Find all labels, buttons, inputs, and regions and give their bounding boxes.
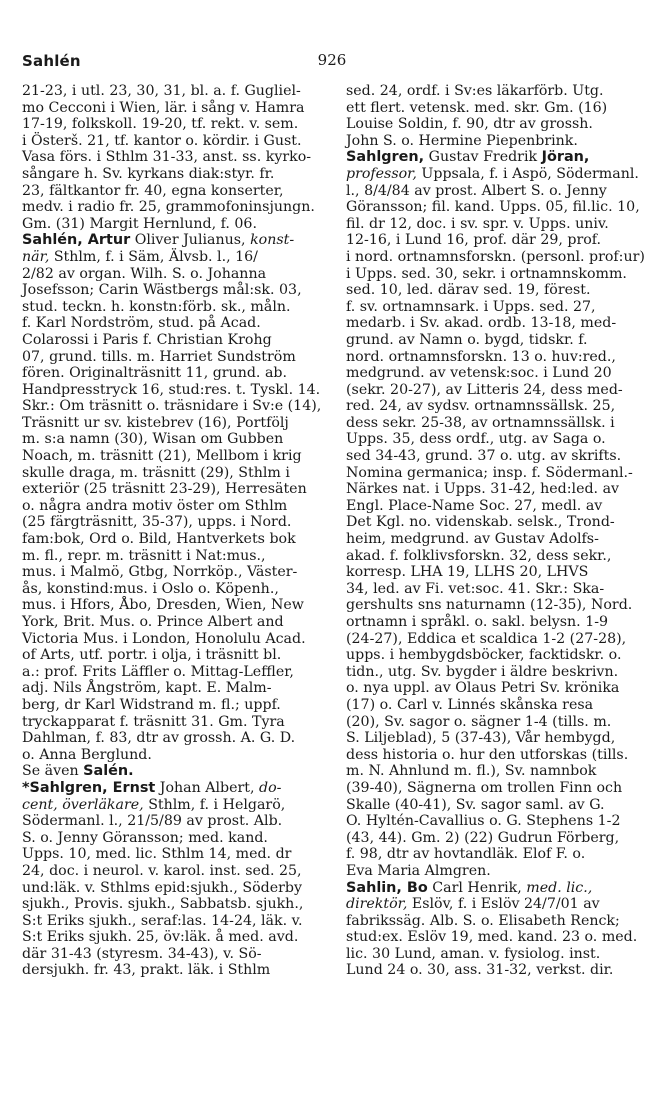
page-number: 926 bbox=[317, 51, 347, 69]
text-line bbox=[22, 664, 340, 681]
text-run: f. sv. ortnamnsark. i Upps. sed. 27, bbox=[346, 298, 596, 315]
text-line bbox=[346, 647, 646, 664]
text-run: (17) o. Carl v. Linnés skånska resa bbox=[346, 696, 594, 713]
text-run: i Österš. 21, tf. kantor o. kördir. i Gust. bbox=[22, 132, 302, 149]
text-line bbox=[346, 763, 646, 780]
text-line bbox=[346, 780, 646, 797]
entry-headword: Sahlgren, bbox=[346, 149, 425, 166]
text-line bbox=[346, 631, 646, 648]
text-run: Lund 24 o. 30, ass. 31-32, verkst. dir. bbox=[346, 962, 614, 979]
text-run: (39-40), Sägnerna om trollen Finn och bbox=[346, 779, 623, 796]
text-run: Gustav Fredrik bbox=[424, 149, 542, 166]
text-run: Sthlm, f. i Helgarö, bbox=[143, 796, 286, 813]
text-run: där 31-43 (styresm. 34-43), v. Sö- bbox=[22, 945, 262, 962]
text-run: S. Liljeblad), 5 (37-43), Vår hembygd, bbox=[346, 730, 616, 747]
text-line bbox=[22, 730, 340, 747]
text-run: S:t Eriks sjukh. 25, öv:läk. å med. avd. bbox=[22, 929, 299, 946]
text-run: Louise Soldin, f. 90, dtr av grossh. bbox=[346, 116, 593, 133]
text-run: medarb. i Sv. akad. ordb. 13-18, med- bbox=[346, 315, 617, 332]
italic-text: med. lic., bbox=[526, 879, 593, 896]
text-run: stud:ex. Eslöv 19, med. kand. 23 o. med. bbox=[346, 929, 638, 946]
text-line bbox=[346, 183, 646, 200]
text-line bbox=[346, 365, 646, 382]
text-line bbox=[346, 232, 646, 249]
text-line bbox=[22, 183, 340, 200]
text-line bbox=[22, 498, 340, 515]
italic-text: cent, överläkare, bbox=[22, 796, 144, 813]
text-run: skulle draga, m. träsnitt (29), Sthlm i bbox=[22, 464, 290, 481]
text-run: Dahlman, f. 83, dtr av grossh. A. G. D. bbox=[22, 730, 296, 747]
text-line bbox=[346, 664, 646, 681]
entry-headword: Sahlin, Bo bbox=[346, 879, 428, 896]
text-line bbox=[22, 299, 340, 316]
text-run: m. s:a namn (30), Wisan om Gubben bbox=[22, 431, 284, 448]
text-line bbox=[346, 880, 646, 897]
text-line bbox=[346, 913, 646, 930]
text-line bbox=[346, 149, 646, 166]
text-run: Johan Albert, bbox=[155, 779, 260, 796]
text-run: und:läk. v. Sthlms epid:sjukh., Söderby bbox=[22, 879, 303, 896]
text-run: l., 8/4/84 av prost. Albert S. o. Jenny bbox=[346, 182, 607, 199]
text-run: 07, grund. tills. m. Harriet Sundström bbox=[22, 348, 296, 365]
text-run: ås, konstind:mus. i Oslo o. Köpenh., bbox=[22, 580, 279, 597]
text-run: nord. ortnamnsforskn. 13 o. huv:red., bbox=[346, 348, 616, 365]
text-line bbox=[346, 100, 646, 117]
text-run: f. Karl Nordström, stud. på Acad. bbox=[22, 315, 261, 332]
text-line bbox=[22, 797, 340, 814]
text-line bbox=[22, 813, 340, 830]
text-line bbox=[22, 315, 340, 332]
text-line bbox=[346, 564, 646, 581]
text-run: Sthlm, f. i Säm, Älvsb. l., 16/ bbox=[49, 248, 258, 265]
text-line bbox=[346, 531, 646, 548]
text-line bbox=[346, 415, 646, 432]
text-run: Södermanl. l., 21/5/89 av prost. Alb. bbox=[22, 813, 283, 830]
text-run: Colarossi i Paris f. Christian Krohg bbox=[22, 331, 272, 348]
text-run: tidn., utg. Sv. bygder i äldre beskrivn. bbox=[346, 663, 619, 680]
text-line bbox=[22, 880, 340, 897]
italic-text: konst- bbox=[250, 232, 295, 249]
text-run: Handpresstryck 16, stud:res. t. Tyskl. 14. bbox=[22, 381, 321, 398]
text-line bbox=[346, 249, 646, 266]
text-line bbox=[22, 946, 340, 963]
text-line bbox=[22, 100, 340, 117]
text-line bbox=[346, 199, 646, 216]
left-column bbox=[22, 83, 340, 979]
text-run: sed 34-43, grund. 37 o. utg. av skrifts. bbox=[346, 448, 622, 465]
text-line bbox=[346, 896, 646, 913]
text-run: mo Cecconi i Wien, lär. i sång v. Hamra bbox=[22, 99, 305, 116]
text-line bbox=[346, 946, 646, 963]
text-run: i Upps. sed. 30, sekr. i ortnamnskomm. bbox=[346, 265, 627, 282]
text-line bbox=[346, 747, 646, 764]
text-run: sed. 24, ordf. i Sv:es läkarförb. Utg. bbox=[346, 83, 604, 99]
text-line bbox=[22, 581, 340, 598]
text-line bbox=[346, 266, 646, 283]
text-run: Träsnitt ur sv. kistebrev (16), Portfölj bbox=[22, 414, 289, 431]
text-run: 12-16, i Lund 16, prof. där 29, prof. bbox=[346, 232, 602, 249]
text-line bbox=[346, 830, 646, 847]
text-run: Josefsson; Carin Wästbergs mål:sk. 03, bbox=[22, 282, 302, 299]
text-line bbox=[22, 349, 340, 366]
text-run: upps. i hembygdsböcker, facktidskr. o. bbox=[346, 647, 622, 664]
text-line bbox=[346, 216, 646, 233]
text-line bbox=[346, 133, 646, 150]
entry-headword: *Sahlgren, Ernst bbox=[22, 779, 156, 796]
text-run: sjukh., Provis. sjukh., Sabbatsb. sjukh., bbox=[22, 896, 304, 913]
text-line bbox=[346, 349, 646, 366]
text-line bbox=[22, 282, 340, 299]
text-run: medv. i radio fr. 25, grammofoninsjungn. bbox=[22, 199, 315, 216]
text-line bbox=[22, 929, 340, 946]
text-run: Oliver Julianus, bbox=[130, 232, 251, 249]
text-run: gershults sns naturnamn (12-35), Nord. bbox=[346, 597, 633, 614]
text-line bbox=[346, 614, 646, 631]
text-line bbox=[22, 465, 340, 482]
text-run: dersjukh. fr. 43, prakt. läk. i Sthlm bbox=[22, 962, 271, 979]
text-line bbox=[346, 680, 646, 697]
text-run: sångare h. Sv. kyrkans diak:styr. fr. bbox=[22, 165, 275, 182]
text-line bbox=[346, 166, 646, 183]
text-line bbox=[22, 896, 340, 913]
text-run: 23, fältkantor fr. 40, egna konserter, bbox=[22, 182, 284, 199]
text-run: S. o. Jenny Göransson; med. kand. bbox=[22, 829, 268, 846]
text-run: medgrund. av vetensk:soc. i Lund 20 bbox=[346, 365, 612, 382]
text-run: dess historia o. hur den utforskas (tills. bbox=[346, 746, 629, 763]
text-run: exteriör (25 träsnitt 23-29), Herresäten bbox=[22, 481, 307, 498]
text-run: S:t Eriks sjukh., seraf:las. 14-24, läk. v. bbox=[22, 912, 303, 929]
text-run: fam:bok, Ord o. Bild, Hantverkets bok bbox=[22, 531, 296, 548]
text-run: sed. 10, led. därav sed. 19, förest. bbox=[346, 282, 591, 299]
text-run: grund. av Namn o. bygd, tidskr. f. bbox=[346, 331, 588, 348]
text-run: m. N. Ahnlund m. fl.), Sv. namnbok bbox=[346, 763, 597, 780]
text-line bbox=[22, 166, 340, 183]
text-line bbox=[22, 116, 340, 133]
text-run: (20), Sv. sagor o. sägner 1-4 (tills. m. bbox=[346, 713, 612, 730]
text-run: Närkes nat. i Upps. 31-42, hed:led. av bbox=[346, 481, 620, 498]
text-run: Det Kgl. no. videnskab. selsk., Trond- bbox=[346, 514, 615, 531]
text-run: o. några andra motiv öster om Sthlm bbox=[22, 497, 288, 514]
text-run: Eva Maria Almgren. bbox=[346, 862, 491, 879]
text-run: Eslöv, f. i Eslöv 24/7/01 av bbox=[407, 896, 600, 913]
text-run: John S. o. Hermine Piepenbrink. bbox=[346, 132, 578, 149]
text-line bbox=[346, 315, 646, 332]
text-line bbox=[346, 431, 646, 448]
text-run: 21-23, i utl. 23, 30, 31, bl. a. f. Gugliel- bbox=[22, 83, 301, 99]
text-line bbox=[346, 116, 646, 133]
text-run: Skalle (40-41), Sv. sagor saml. av G. bbox=[346, 796, 605, 813]
text-run: heim, medgrund. av Gustav Adolfs- bbox=[346, 531, 599, 548]
text-run: fören. Originalträsnitt 11, grund. ab. bbox=[22, 365, 288, 382]
text-run: Upps. 10, med. lic. Sthlm 14, med. dr bbox=[22, 846, 292, 863]
text-line bbox=[346, 962, 646, 979]
text-run: berg, dr Karl Widstrand m. fl.; uppf. bbox=[22, 696, 281, 713]
text-run: fabrikssäg. Alb. S. o. Elisabeth Renck; bbox=[346, 912, 620, 929]
text-line bbox=[22, 614, 340, 631]
text-run: red. 24, av sydsv. ortnamnssällsk. 25, bbox=[346, 398, 616, 415]
text-line bbox=[22, 365, 340, 382]
right-column bbox=[346, 83, 646, 979]
italic-text: direktör, bbox=[346, 896, 408, 913]
text-line bbox=[346, 730, 646, 747]
text-line bbox=[22, 398, 340, 415]
text-line bbox=[22, 133, 340, 150]
text-run: akad. f. folklivsforskn. 32, dess sekr., bbox=[346, 547, 612, 564]
text-run: stud. teckn. h. konstn:förb. sk., måln. bbox=[22, 298, 291, 315]
text-line bbox=[22, 597, 340, 614]
text-line bbox=[22, 448, 340, 465]
text-run: 24, doc. i neurol. v. karol. inst. sed. 25, bbox=[22, 862, 302, 879]
text-line bbox=[346, 498, 646, 515]
text-line bbox=[22, 631, 340, 648]
text-line bbox=[346, 282, 646, 299]
text-line bbox=[22, 232, 340, 249]
text-run: fil. dr 12, doc. i sv. spr. v. Upps. univ. bbox=[346, 215, 609, 232]
text-run: Engl. Place-Name Soc. 27, medl. av bbox=[346, 497, 603, 514]
text-run: mus. i Malmö, Gtbg, Norrköp., Väster- bbox=[22, 564, 298, 581]
text-line bbox=[346, 846, 646, 863]
text-run: adj. Nils Ångström, kapt. E. Malm- bbox=[22, 680, 272, 697]
text-line bbox=[346, 332, 646, 349]
text-line bbox=[346, 448, 646, 465]
text-run: tryckapparat f. träsnitt 31. Gm. Tyra bbox=[22, 713, 285, 730]
text-line bbox=[346, 481, 646, 498]
text-line bbox=[346, 83, 646, 100]
text-run: mus. i Hfors, Åbo, Dresden, Wien, New bbox=[22, 597, 304, 614]
text-run: Nomina germanica; insp. f. Södermanl.- bbox=[346, 464, 633, 481]
text-run: a.: prof. Frits Läffler o. Mittag-Leffler, bbox=[22, 663, 294, 680]
text-line bbox=[346, 548, 646, 565]
text-line bbox=[346, 398, 646, 415]
text-line bbox=[22, 564, 340, 581]
text-line bbox=[346, 813, 646, 830]
text-line bbox=[22, 863, 340, 880]
text-line bbox=[346, 299, 646, 316]
text-run: Skr.: Om träsnitt o. träsnidare i Sv:e (14), bbox=[22, 398, 322, 415]
text-line bbox=[22, 431, 340, 448]
text-run: Göransson; fil. kand. Upps. 05, fil.lic. 10, bbox=[346, 199, 640, 216]
text-run: dess sekr. 25-38, av ortnamnssällsk. i bbox=[346, 414, 615, 431]
entry-headword: Salén. bbox=[83, 763, 134, 780]
text-line bbox=[22, 763, 340, 780]
text-line bbox=[22, 332, 340, 349]
text-line bbox=[346, 863, 646, 880]
text-line bbox=[22, 913, 340, 930]
text-run: Victoria Mus. i London, Honolulu Acad. bbox=[22, 630, 306, 647]
text-run: Noach, m. träsnitt (21), Mellbom i krig bbox=[22, 448, 302, 465]
text-line bbox=[346, 697, 646, 714]
text-run: ortnamn i språkl. o. sakl. belysn. 1-9 bbox=[346, 614, 609, 630]
text-run: i nord. ortnamnsforskn. (personl. prof:ur) bbox=[346, 248, 645, 265]
text-run: f. 98, dtr av hovtandläk. Elof F. o. bbox=[346, 846, 586, 863]
text-line bbox=[22, 514, 340, 531]
text-line bbox=[346, 382, 646, 399]
text-line bbox=[22, 415, 340, 432]
running-head: Sahlén bbox=[22, 52, 81, 70]
text-run: 34, led. av Fi. vet:soc. 41. Skr.: Ska- bbox=[346, 580, 605, 597]
text-line bbox=[22, 199, 340, 216]
text-line bbox=[22, 382, 340, 399]
text-run: of Arts, utf. portr. i olja, i träsnitt bl. bbox=[22, 647, 282, 664]
italic-text: do- bbox=[259, 779, 282, 796]
text-line bbox=[22, 548, 340, 565]
text-line bbox=[22, 266, 340, 283]
text-run: (43, 44). Gm. 2) (22) Gudrun Förberg, bbox=[346, 829, 620, 846]
text-line bbox=[346, 465, 646, 482]
entry-headword: Jöran, bbox=[541, 149, 590, 166]
text-line bbox=[22, 481, 340, 498]
text-run: (24-27), Eddica et scaldica 1-2 (27-28), bbox=[346, 630, 627, 647]
text-run: o. Anna Berglund. bbox=[22, 746, 152, 763]
text-run: O. Hyltén-Cavallius o. G. Stephens 1-2 bbox=[346, 813, 621, 830]
italic-text: professor, bbox=[346, 165, 417, 182]
entry-headword: Sahlén, Artur bbox=[22, 232, 131, 249]
text-run: o. nya uppl. av Olaus Petri Sv. krönika bbox=[346, 680, 620, 697]
text-line bbox=[346, 597, 646, 614]
text-line bbox=[22, 83, 340, 100]
text-run: (sekr. 20-27), av Litteris 24, dess med- bbox=[346, 381, 623, 398]
text-run: 2/82 av organ. Wilh. S. o. Johanna bbox=[22, 265, 267, 282]
text-run: (25 färgträsnitt, 35-37), upps. i Nord. bbox=[22, 514, 292, 531]
text-run: Carl Henrik, bbox=[427, 879, 527, 896]
text-line bbox=[22, 531, 340, 548]
text-line bbox=[22, 780, 340, 797]
text-run: korresp. LHA 19, LLHS 20, LHVS bbox=[346, 564, 589, 581]
text-line bbox=[346, 514, 646, 531]
text-run: Gm. (31) Margit Hernlund, f. 06. bbox=[22, 215, 257, 232]
text-run: lic. 30 Lund, aman. v. fysiolog. inst. bbox=[346, 945, 601, 962]
text-line bbox=[22, 697, 340, 714]
text-run: Se även bbox=[22, 763, 84, 780]
text-run: ett flert. vetensk. med. skr. Gm. (16) bbox=[346, 99, 608, 116]
text-run: 17-19, folkskoll. 19-20, tf. rekt. v. sem. bbox=[22, 116, 299, 133]
text-line bbox=[346, 929, 646, 946]
text-line bbox=[22, 830, 340, 847]
text-line bbox=[346, 797, 646, 814]
text-line bbox=[22, 216, 340, 233]
text-line bbox=[22, 846, 340, 863]
text-line bbox=[22, 714, 340, 731]
text-line bbox=[22, 680, 340, 697]
text-line bbox=[22, 647, 340, 664]
text-run: York, Brit. Mus. o. Prince Albert and bbox=[22, 614, 284, 630]
text-run: Upps. 35, dess ordf., utg. av Saga o. bbox=[346, 431, 606, 448]
text-run: m. fl., repr. m. träsnitt i Nat:mus., bbox=[22, 547, 266, 564]
text-line bbox=[22, 149, 340, 166]
text-line bbox=[22, 747, 340, 764]
text-run: Vasa förs. i Sthlm 31-33, anst. ss. kyrko- bbox=[22, 149, 312, 166]
italic-text: när, bbox=[22, 248, 50, 265]
text-line bbox=[346, 581, 646, 598]
text-line bbox=[22, 962, 340, 979]
text-line bbox=[22, 249, 340, 266]
text-run: Uppsala, f. i Aspö, Södermanl. bbox=[416, 165, 639, 182]
text-line bbox=[346, 714, 646, 731]
